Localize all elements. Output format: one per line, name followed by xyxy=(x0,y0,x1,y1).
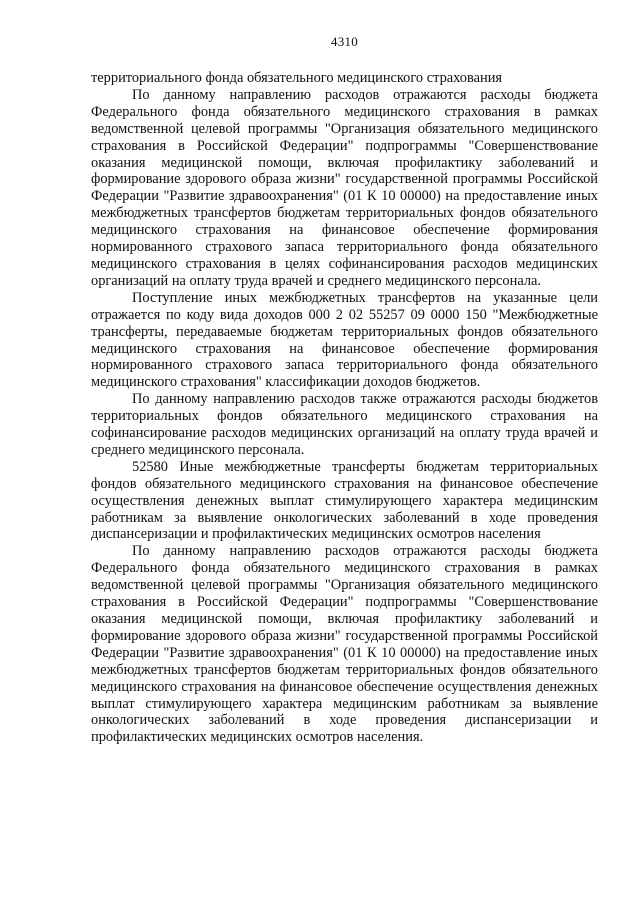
paragraph: Поступление иных межбюджетных трансфертов на указанные цели отражается по коду вида доходов 000 2 02 55257 09 0000 150 "Межбюджетные трансферты, передаваемые бюджетам территориальных фондов обязательного медицинского страхования на финансовое обеспечение формирования нормированного страхового запаса территориального фонда обязательного медицинского страхования" классификации доходов бюджетов. xyxy=(91,289,598,391)
paragraph-continuation: территориального фонда обязательного медицинского страхования xyxy=(91,70,503,86)
paragraph: По данному направлению расходов отражаются расходы бюджета Федерального фонда обязательного медицинского страхования в рамках ведомственной целевой программы "Организация обязательного медицинского страхования в Российской Федерации" подпрограммы "Совершенствование оказания медицинской помощи, включая профилактику заболеваний и формирование здорового образа жизни" государственной программы Российской Федерации "Развитие здравоохранения" (01 К 10 00000) на предоставление иных межбюджетных трансфертов бюджетам территориальных фондов обязательного медицинского страхования на финансовое обеспечение формирования нормированного страхового запаса территориального фонда обязательного медицинского страхования в целях софинансирования расходов медицинских организаций на оплату труда врачей и среднего медицинского персонала. xyxy=(91,86,598,289)
document-body xyxy=(91,70,598,746)
section-heading-paragraph: 52580 Иные межбюджетные трансферты бюджетам территориальных фондов обязательного медицинского страхования на финансовое обеспечение осуществления денежных выплат стимулирующего характера медицинским работникам за выявление онкологических заболеваний в ходе проведения диспансеризации и профилактических медицинских осмотров населения xyxy=(91,458,598,543)
page-number: 4310 xyxy=(330,34,359,49)
paragraph: По данному направлению расходов отражаются расходы бюджета Федерального фонда обязательного медицинского страхования в рамках ведомственной целевой программы "Организация обязательного медицинского страхования в Российской Федерации" подпрограммы "Совершенствование оказания медицинской помощи, включая профилактику заболеваний и формирование здорового образа жизни" государственной программы Российской Федерации "Развитие здравоохранения" (01 К 10 00000) на предоставление иных межбюджетных трансфертов бюджетам территориальных фондов обязательного медицинского страхования на финансовое обеспечение осуществления денежных выплат стимулирующего характера медицинским работникам за выявление онкологических заболеваний в ходе проведения диспансеризации и профилактических медицинских осмотров населения. xyxy=(91,543,598,746)
paragraph: По данному направлению расходов также отражаются расходы бюджетов территориальных фондов обязательного медицинского страхования на софинансирование расходов медицинских организаций на оплату труда врачей и среднего медицинского персонала. xyxy=(91,391,598,458)
